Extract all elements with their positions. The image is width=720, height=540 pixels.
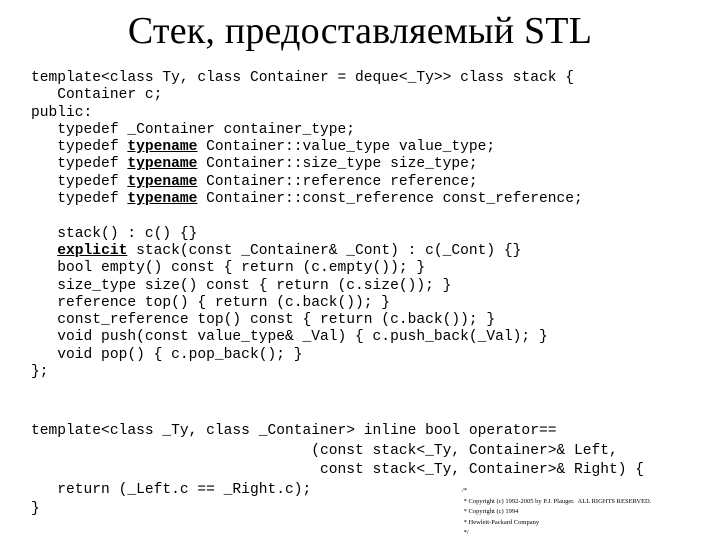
code-line: (const stack<_Ty, Container>& Left,	[31, 442, 618, 459]
keyword-typename: typename	[127, 139, 198, 156]
code-line: };	[31, 364, 49, 381]
code-line: typedef typename Container::size_type size_type;	[31, 156, 478, 173]
copyright-line: /*	[462, 487, 468, 494]
code-line: template<class _Ty, class _Container> inline bool operator==	[31, 423, 557, 439]
keyword-typename: typename	[127, 191, 198, 208]
code-line: reference top() { return (c.back()); }	[31, 294, 391, 311]
keyword-typename: typename	[127, 173, 198, 190]
code-line: }	[31, 501, 40, 517]
code-line: bool empty() const { return (c.empty()); }	[31, 260, 426, 277]
keyword-explicit: explicit	[57, 242, 128, 259]
keyword-typename: typename	[127, 156, 198, 173]
code-line: typedef typename Container::value_type value_type;	[31, 139, 496, 156]
copyright-line: * Copyright (c) 1994	[462, 508, 519, 515]
stack-class-code	[31, 70, 583, 381]
copyright-line: */	[462, 529, 469, 536]
code-line: size_type size() const { return (c.size()); }	[31, 277, 452, 294]
code-line: public:	[31, 104, 93, 121]
code-line-blank	[31, 208, 583, 225]
code-line: typedef typename Container::reference reference;	[31, 173, 478, 190]
code-line: return (_Left.c == _Right.c);	[31, 481, 312, 498]
copyright-line: * Hewlett-Packard Company	[462, 518, 540, 526]
code-line: typedef _Container container_type;	[31, 121, 356, 138]
code-line: template<class Ty, class Container = deque<_Ty>> class stack {	[31, 70, 574, 86]
code-line: typedef typename Container::const_reference const_reference;	[31, 191, 583, 208]
code-line: void pop() { c.pop_back(); }	[31, 346, 303, 363]
code-line: stack() : c() {}	[31, 225, 198, 242]
code-line: Container c;	[31, 87, 163, 104]
code-line: const stack<_Ty, Container>& Right) {	[31, 462, 645, 478]
code-line: void push(const value_type& _Val) { c.push_back(_Val); }	[31, 329, 548, 346]
copyright-notice	[462, 486, 651, 539]
code-line: explicit stack(const _Container& _Cont) : c(_Cont) {}	[57, 242, 522, 259]
code-line: const_reference top() const { return (c.back()); }	[31, 312, 496, 329]
copyright-line: * Copyright (c) 1992-2005 by P.J. Plauger. ALL RIGHTS RESERVED.	[462, 497, 652, 505]
slide-title: Стек, предоставляемый STL	[127, 10, 593, 52]
